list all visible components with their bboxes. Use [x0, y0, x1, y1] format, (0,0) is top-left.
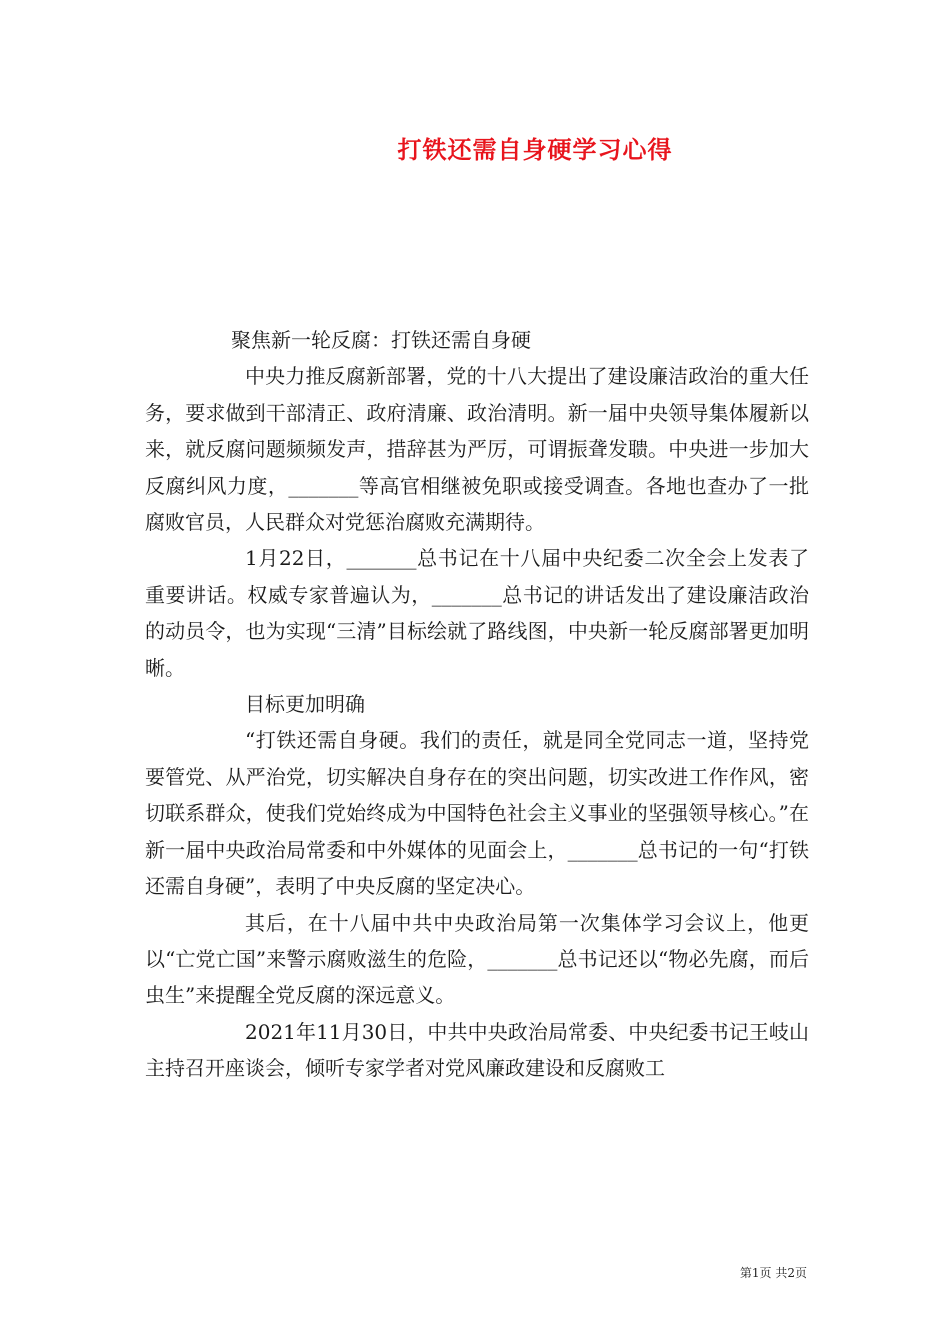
document-title: 打铁还需自身硬学习心得 — [397, 136, 673, 164]
paragraph: “打铁还需自身硬。我们的责任，就是同全党同志一道，坚持党要管党、从严治党，切实解决自身存在的突出问题，切实改进工作作风，密切联系群众，使我们党始终成为中国特色社会主义事业的坚强领导核心。”在新一届中央政治局常委和中外媒体的见面会上，_______总书记的一句“打铁还需自身硬”，表明了中央反腐的坚定决心。 — [145, 728, 809, 899]
page-number-label: 第1页 共2页 — [739, 1266, 807, 1280]
paragraph: 中央力推反腐新部署，党的十八大提出了建设廉洁政治的重大任务，要求做到干部清正、政府清廉、政治清明。新一届中央领导集体履新以来，就反腐问题频频发声，措辞甚为严厉，可谓振聋发聩。中央进一步加大反腐纠风力度，_______等高官相继被免职或接受调查。各地也查办了一批腐败官员，人民群众对党惩治腐败充满期待。 — [145, 364, 809, 535]
page-number-footer — [740, 1264, 807, 1281]
paragraph: 其后，在十八届中共中央政治局第一次集体学习会议上，他更以“亡党亡国”来警示腐败滋生的危险，_______总书记还以“物必先腐，而后虫生”来提醒全党反腐的深远意义。 — [145, 910, 809, 1008]
section-heading: 目标更加明确 — [245, 692, 365, 717]
section-heading: 聚焦新一轮反腐：打铁还需自身硬 — [231, 328, 531, 352]
paragraph: 1月22日，_______总书记在十八届中央纪委二次全会上发表了重要讲话。权威专家普遍认为，_______总书记的讲话发出了建设廉洁政治的动员令，也为实现“三清”目标绘就了路线图，中央新一轮反腐部署更加明晰。 — [145, 546, 809, 680]
paragraph: 2021年11月30日，中共中央政治局常委、中央纪委书记王岐山主持召开座谈会，倾听专家学者对党风廉政建设和反腐败工 — [145, 1019, 809, 1081]
document-body — [145, 322, 809, 1087]
